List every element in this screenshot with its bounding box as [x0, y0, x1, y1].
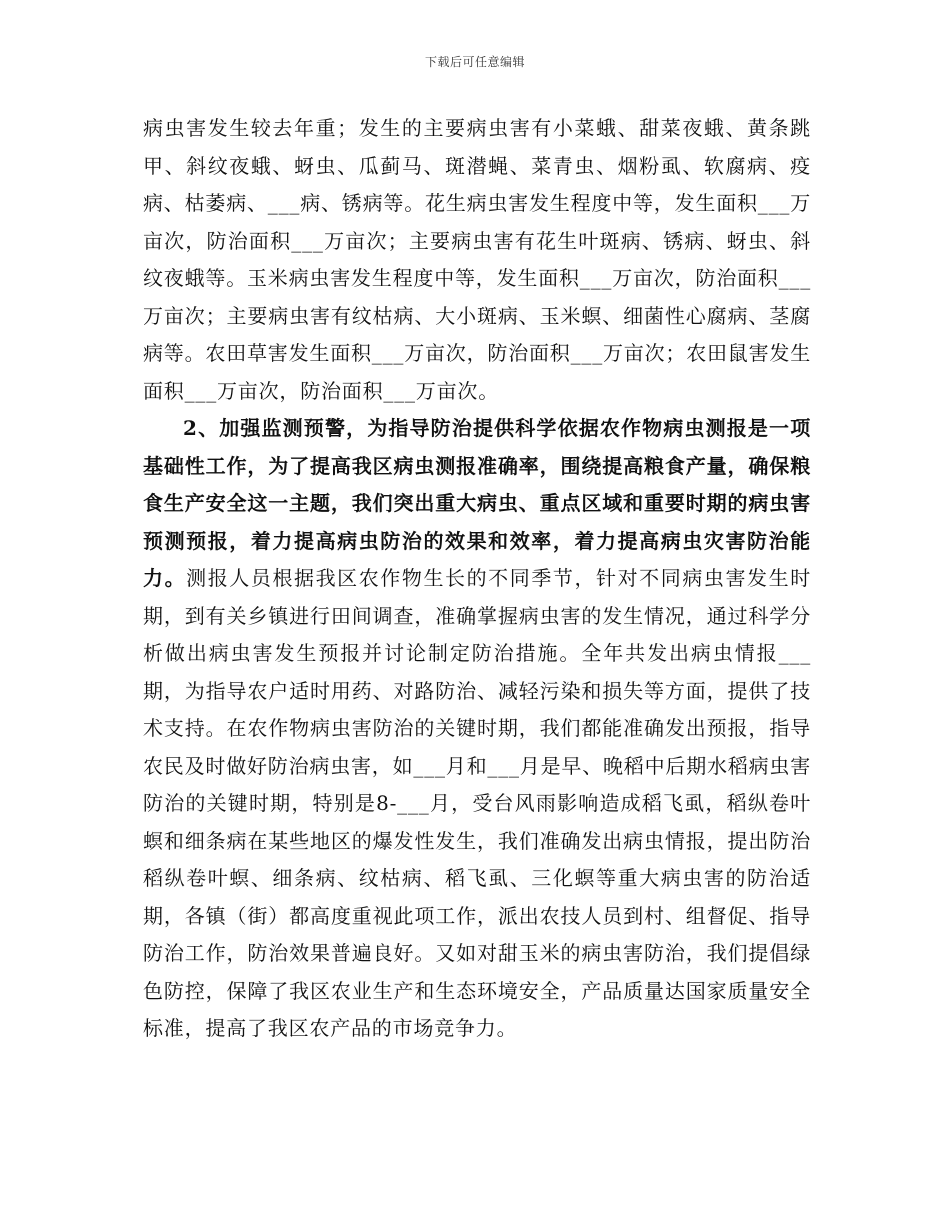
document-body — [143, 110, 811, 1048]
paragraph-text: 病虫害发生较去年重；发生的主要病虫害有小菜蛾、甜菜夜蛾、黄条跳甲、斜纹夜蛾、蚜虫、瓜蓟马、斑潜蝇、菜青虫、烟粉虱、软腐病、疫病、枯萎病、___病、锈病等。花生病虫害发生程度中等，发生面积___万亩次，防治面积___万亩次；主要病虫害有花生叶斑病、锈病、蚜虫、斜纹夜蛾等。玉米病虫害发生程度中等，发生面积___万亩次，防治面积___万亩次；主要病虫害有纹枯病、大小斑病、玉米螟、细菌性心腐病、茎腐病等。农田草害发生面积___万亩次，防治面积___万亩次；农田鼠害发生面积___万亩次，防治面积___万亩次。 — [143, 116, 811, 403]
paragraph-bold-lead: 2、加强监测预警，为指导防治提供科学依据农作物病虫测报是一项基础性工作，为了提高我区病虫测报准确率，围绕提高粮食产量，确保粮食生产安全这一主题，我们突出重大病虫、重点区域和重要时期的病虫害预测预报，着力提高病虫防治的效果和效率，着力提高病虫灾害防治能力。 — [143, 416, 811, 590]
page-header: 下载后可任意编辑 — [424, 55, 525, 69]
paragraph-monitoring-warning — [143, 410, 811, 1048]
paragraph-pest-occurrence — [143, 110, 811, 410]
paragraph-text: 测报人员根据我区农作物生长的不同季节，针对不同病虫害发生时期，到有关乡镇进行田间调查，准确掌握病虫害的发生情况，通过科学分析做出病虫害发生预报并讨论制定防治措施。全年共发出病虫情报___期，为指导农户适时用药、对路防治、减轻污染和损失等方面，提供了技术支持。在农作物病虫害防治的关键时期，我们都能准确发出预报，指导农民及时做好防治病虫害，如___月和___月是早、晚稻中后期水稻病虫害防治的关键时期，特别是8-___月，受台风雨影响造成稻飞虱，稻纵卷叶螟和细条病在某些地区的爆发性发生，我们准确发出病虫情报，提出防治稻纵卷叶螟、细条病、纹枯病、稻飞虱、三化螟等重大病虫害的防治适期，各镇（街）都高度重视此项工作，派出农技人员到村、组督促、指导防治工作，防治效果普遍良好。又如对甜玉米的病虫害防治，我们提倡绿色防控，保障了我区农业生产和生态环境安全，产品质量达国家质量安全标准，提高了我区农产品的市场竞争力。 — [143, 566, 811, 1040]
